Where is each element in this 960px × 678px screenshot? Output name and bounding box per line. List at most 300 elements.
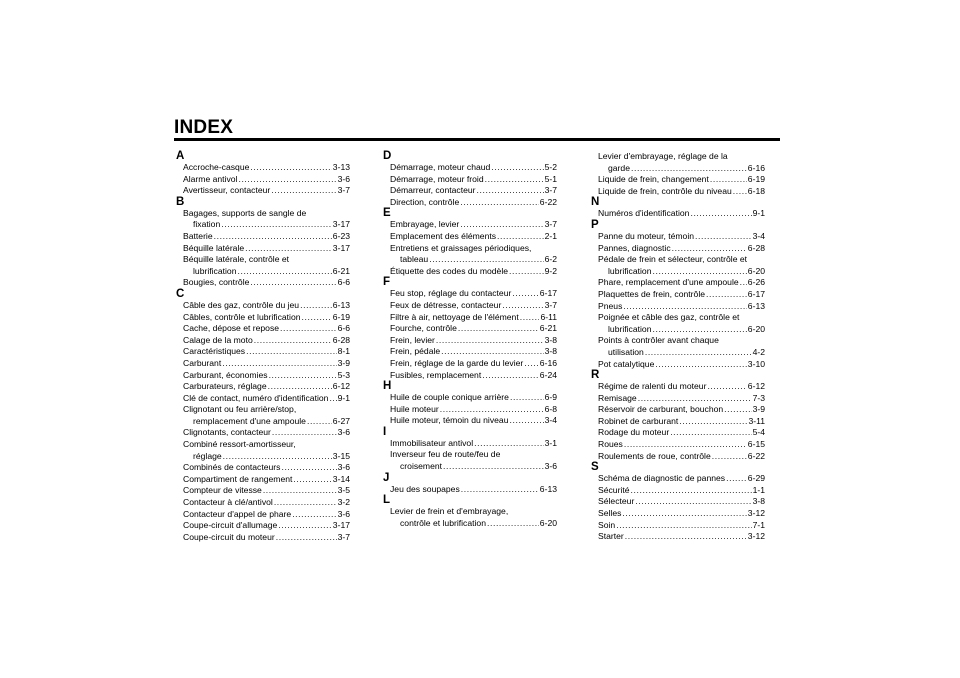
- index-entry: [176, 497, 350, 509]
- entry-text: Feu stop, réglage du contacteur: [390, 288, 512, 299]
- index-entry-heading: Bagages, supports de sangle de: [183, 207, 307, 218]
- index-entry: [591, 301, 765, 313]
- dot-leader: [679, 416, 747, 428]
- entry-page-number: 3-4: [752, 230, 765, 241]
- page-title: INDEX: [174, 117, 234, 138]
- entry-text: tableau: [400, 254, 429, 265]
- dot-leader: [625, 531, 747, 543]
- dot-leader: [436, 335, 544, 347]
- entry-page-number: 6-22: [747, 450, 765, 461]
- entry-page-number: 6-12: [747, 381, 765, 392]
- dot-leader: [631, 485, 752, 497]
- entry-page-number: 3-7: [337, 531, 350, 542]
- index-entry: [176, 370, 350, 382]
- index-entry: [383, 288, 557, 300]
- index-entry: [591, 381, 765, 393]
- entry-page-number: 3-2: [337, 497, 350, 508]
- entry-page-number: 6-12: [332, 381, 350, 392]
- index-entry: [383, 404, 557, 416]
- index-entry: [383, 254, 557, 266]
- entry-page-number: 9-1: [752, 208, 765, 219]
- entry-page-number: 3-11: [748, 415, 765, 426]
- entry-text: Plaquettes de frein, contrôle: [598, 288, 706, 299]
- dot-leader: [497, 231, 544, 243]
- dot-leader: [485, 174, 544, 186]
- entry-text: Clé de contact, numéro d'identification: [183, 392, 329, 403]
- entry-page-number: 5-2: [544, 162, 557, 172]
- entry-page-number: 6-28: [332, 334, 350, 345]
- index-entry: [591, 404, 765, 416]
- entry-page-number: 3-12: [747, 531, 765, 542]
- dot-leader: [509, 415, 543, 427]
- entry-text: Étiquette des codes du modèle: [390, 265, 509, 276]
- entry-text: Clignotants, contacteur: [183, 427, 271, 438]
- section-letter: N: [591, 196, 600, 209]
- index-entry: [591, 208, 765, 220]
- entry-text: Réservoir de carburant, bouchon: [598, 404, 724, 415]
- dot-leader: [512, 288, 538, 300]
- entry-page-number: 6-21: [539, 323, 557, 334]
- entry-text: Feux de détresse, contacteur: [390, 299, 502, 310]
- entry-text: Alarme antivol: [183, 173, 238, 184]
- dot-leader: [440, 404, 544, 416]
- index-entry: [383, 484, 557, 496]
- entry-text: Remisage: [598, 392, 637, 403]
- entry-text: Panne du moteur, témoin: [598, 230, 695, 241]
- dot-leader: [622, 508, 746, 520]
- index-entry: [383, 415, 557, 427]
- index-entry: [176, 509, 350, 521]
- dot-leader: [726, 473, 747, 485]
- index-entry: [591, 277, 765, 289]
- entry-page-number: 9-2: [544, 265, 557, 276]
- dot-leader: [477, 185, 544, 197]
- dot-leader: [502, 300, 543, 312]
- entry-text: Direction, contrôle: [390, 196, 460, 207]
- entry-page-number: 6-19: [747, 174, 765, 185]
- entry-page-number: 6-11: [540, 311, 557, 322]
- entry-text: Bougies, contrôle: [183, 277, 250, 288]
- dot-leader: [238, 174, 336, 186]
- dot-leader: [690, 208, 751, 220]
- dot-leader: [474, 438, 543, 450]
- entry-text: garde: [608, 162, 630, 173]
- index-entry: [176, 393, 350, 405]
- dot-leader: [652, 324, 746, 336]
- entry-page-number: 3-7: [544, 219, 557, 230]
- entry-page-number: 6-6: [337, 323, 350, 334]
- entry-page-number: 6-13: [332, 299, 350, 310]
- dot-leader: [268, 381, 332, 393]
- entry-page-number: 6-2: [544, 254, 557, 265]
- index-entry: [176, 312, 350, 324]
- dot-leader: [482, 370, 539, 382]
- index-entry: [591, 324, 765, 336]
- index-entry: [176, 358, 350, 370]
- dot-leader: [638, 393, 752, 405]
- entry-text: Liquide de frein, changement: [598, 174, 709, 185]
- dot-leader: [246, 346, 336, 358]
- section-letter: I: [383, 425, 387, 438]
- entry-text: Filtre à air, nettoyage de l'élément: [390, 311, 519, 322]
- dot-leader: [278, 520, 331, 532]
- index-entry: [383, 438, 557, 450]
- entry-text: Carburant: [183, 357, 222, 368]
- dot-leader: [460, 197, 539, 209]
- index-entry: [591, 520, 765, 532]
- index-column-1: [176, 151, 350, 543]
- entry-text: lubrification: [608, 323, 652, 334]
- dot-leader: [458, 323, 539, 335]
- section-letter: D: [383, 150, 392, 162]
- entry-text: fixation: [193, 219, 221, 230]
- index-entry: [176, 174, 350, 186]
- index-entry: [383, 323, 557, 335]
- entry-page-number: 6-20: [747, 323, 765, 334]
- dot-leader: [460, 219, 543, 231]
- dot-leader: [281, 462, 336, 474]
- entry-page-number: 6-6: [337, 277, 350, 288]
- entry-page-number: 6-20: [539, 517, 557, 528]
- entry-page-number: 3-6: [337, 427, 350, 438]
- index-entry-heading: Levier d'embrayage, réglage de la: [598, 151, 728, 161]
- index-entry: [591, 174, 765, 186]
- entry-page-number: 3-7: [544, 185, 557, 196]
- index-column-3: [591, 151, 765, 543]
- entry-page-number: 3-8: [544, 334, 557, 345]
- entry-page-number: 3-14: [332, 473, 350, 484]
- entry-page-number: 6-16: [539, 357, 557, 368]
- index-entry: [383, 197, 557, 209]
- index-entry: [383, 300, 557, 312]
- entry-text: Huile moteur, témoin du niveau: [390, 415, 509, 426]
- entry-page-number: 6-27: [332, 415, 350, 426]
- entry-page-number: 3-5: [337, 485, 350, 496]
- index-entry: [383, 266, 557, 278]
- index-entry: [176, 381, 350, 393]
- entry-page-number: 3-6: [337, 508, 350, 519]
- dot-leader: [329, 393, 336, 405]
- section-letter: H: [383, 380, 392, 393]
- entry-page-number: 4-2: [752, 346, 765, 357]
- section-letter: C: [176, 287, 185, 300]
- entry-text: Immobilisateur antivol: [390, 437, 474, 448]
- index-entry: [383, 174, 557, 186]
- index-column-2: [383, 151, 557, 529]
- entry-page-number: 3-7: [544, 299, 557, 310]
- section-letter: E: [383, 207, 391, 220]
- dot-leader: [269, 370, 337, 382]
- entry-page-number: 6-24: [539, 369, 557, 380]
- dot-leader: [245, 243, 332, 255]
- entry-page-number: 6-13: [539, 483, 557, 494]
- entry-page-number: 8-1: [337, 346, 350, 357]
- dot-leader: [710, 174, 747, 186]
- dot-leader: [222, 358, 336, 370]
- index-entry-heading: Clignotant ou feu arrière/stop,: [183, 404, 297, 415]
- entry-text: Pot catalytique: [598, 358, 655, 369]
- dot-leader: [510, 392, 544, 404]
- index-entry: [176, 416, 350, 428]
- dot-leader: [214, 231, 332, 243]
- entry-page-number: 3-13: [332, 162, 350, 172]
- entry-text: Câble des gaz, contrôle du jeu: [183, 299, 300, 310]
- entry-text: Phare, remplacement d'une ampoule: [598, 277, 739, 288]
- entry-page-number: 6-29: [747, 473, 765, 484]
- entry-text: Compteur de vitesse: [183, 485, 262, 496]
- entry-text: Batterie: [183, 230, 213, 241]
- entry-text: Frein, levier: [390, 334, 435, 345]
- index-entry: [383, 358, 557, 370]
- entry-text: Carburateurs, réglage: [183, 381, 267, 392]
- index-entry: [591, 508, 765, 520]
- entry-page-number: 3-17: [332, 242, 350, 253]
- section-letter: L: [383, 494, 391, 507]
- entry-text: Accroche-casque: [183, 162, 250, 172]
- entry-text: Compartiment de rangement: [183, 473, 293, 484]
- dot-leader: [307, 416, 332, 428]
- entry-text: Frein, réglage de la garde du levier: [390, 357, 524, 368]
- entry-text: Fusibles, remplacement: [390, 369, 482, 380]
- entry-text: Cache, dépose et repose: [183, 323, 280, 334]
- entry-page-number: 6-23: [332, 230, 350, 241]
- index-entry: [591, 243, 765, 255]
- section-letter: B: [176, 195, 185, 208]
- entry-text: remplacement d'une ampoule: [193, 415, 306, 426]
- entry-text: Selles: [598, 508, 622, 519]
- index-entry: [591, 496, 765, 508]
- index-entry: [176, 266, 350, 278]
- entry-text: Roulements de roue, contrôle: [598, 450, 711, 461]
- entry-page-number: 6-17: [747, 288, 765, 299]
- index-entry: [176, 346, 350, 358]
- section-letter: S: [591, 461, 599, 474]
- index-entry-heading: Points à contrôler avant chaque: [598, 335, 719, 346]
- index-entry-heading: Pédale de frein et sélecteur, contrôle et: [598, 254, 748, 265]
- index-entry: [383, 185, 557, 197]
- index-entry: [383, 461, 557, 473]
- entry-page-number: 6-15: [747, 439, 765, 450]
- entry-page-number: 6-22: [539, 196, 557, 207]
- dot-leader: [635, 496, 751, 508]
- entry-page-number: 3-17: [332, 520, 350, 531]
- dot-leader: [672, 243, 747, 255]
- index-entry: [591, 531, 765, 543]
- entry-page-number: 7-1: [752, 519, 765, 530]
- dot-leader: [740, 277, 747, 289]
- entry-page-number: 3-4: [544, 415, 557, 426]
- entry-page-number: 3-6: [544, 461, 557, 472]
- entry-text: contrôle et lubrification: [400, 517, 486, 528]
- index-entry-heading: Poignée et câble des gaz, contrôle et: [598, 312, 740, 323]
- entry-text: Frein, pédale: [390, 346, 441, 357]
- entry-page-number: 6-26: [747, 277, 765, 288]
- index-entry: [383, 335, 557, 347]
- section-letter: R: [591, 369, 600, 382]
- entry-page-number: 5-4: [752, 427, 765, 438]
- dot-leader: [250, 162, 331, 174]
- index-entry: [383, 312, 557, 324]
- entry-text: Coupe-circuit du moteur: [183, 531, 275, 542]
- entry-text: Fourche, contrôle: [390, 323, 457, 334]
- entry-page-number: 6-9: [544, 392, 557, 403]
- dot-leader: [645, 347, 752, 359]
- dot-leader: [724, 404, 751, 416]
- dot-leader: [293, 474, 331, 486]
- dot-leader: [223, 451, 332, 463]
- entry-page-number: 5-3: [337, 369, 350, 380]
- dot-leader: [292, 509, 336, 521]
- entry-page-number: 9-1: [337, 392, 350, 403]
- index-entry: [176, 532, 350, 544]
- index-entry: [383, 518, 557, 530]
- entry-text: Jeu des soupapes: [390, 483, 460, 494]
- entry-text: croisement: [400, 461, 443, 472]
- dot-leader: [280, 323, 337, 335]
- index-entry: [176, 185, 350, 197]
- index-entry: [591, 231, 765, 243]
- entry-page-number: 3-9: [337, 357, 350, 368]
- dot-leader: [443, 461, 544, 473]
- entry-text: Démarrage, moteur froid: [390, 173, 484, 184]
- index-entry-heading: Inverseur feu de route/feu de: [390, 449, 501, 460]
- entry-page-number: 3-9: [752, 404, 765, 415]
- entry-page-number: 3-15: [332, 450, 350, 461]
- entry-text: réglage: [193, 450, 222, 461]
- entry-text: Contacteur d'appel de phare: [183, 508, 292, 519]
- entry-text: Démarrage, moteur chaud: [390, 162, 491, 172]
- dot-leader: [302, 312, 332, 324]
- index-entry: [176, 323, 350, 335]
- dot-leader: [491, 162, 543, 174]
- index-entry: [176, 335, 350, 347]
- entry-page-number: 1-1: [752, 484, 765, 495]
- index-entry: [176, 243, 350, 255]
- index-entry: [383, 346, 557, 358]
- entry-page-number: 6-16: [747, 162, 765, 173]
- dot-leader: [695, 231, 752, 243]
- dot-leader: [250, 277, 336, 289]
- entry-page-number: 2-1: [544, 230, 557, 241]
- entry-text: utilisation: [608, 346, 644, 357]
- dot-leader: [524, 358, 539, 370]
- entry-text: Soin: [598, 519, 616, 530]
- index-entry: [176, 231, 350, 243]
- entry-page-number: 3-17: [332, 219, 350, 230]
- index-entry: [176, 219, 350, 231]
- entry-page-number: 3-8: [544, 346, 557, 357]
- entry-page-number: 6-17: [539, 288, 557, 299]
- section-letter: J: [383, 471, 390, 484]
- index-entry: [176, 427, 350, 439]
- entry-text: Carburant, économies: [183, 369, 268, 380]
- index-entry: [591, 427, 765, 439]
- entry-text: lubrification: [608, 265, 652, 276]
- dot-leader: [733, 186, 747, 198]
- dot-leader: [707, 381, 746, 393]
- entry-text: Démarreur, contacteur: [390, 185, 476, 196]
- index-entry: [176, 162, 350, 174]
- entry-page-number: 3-6: [337, 173, 350, 184]
- dot-leader: [254, 335, 332, 347]
- title-rule: [174, 138, 780, 141]
- index-entry: [176, 451, 350, 463]
- index-entry: [383, 370, 557, 382]
- entry-text: Huile moteur: [390, 403, 439, 414]
- entry-page-number: 6-13: [747, 300, 765, 311]
- dot-leader: [712, 451, 747, 463]
- entry-page-number: 3-8: [752, 496, 765, 507]
- entry-text: Emplacement des éléments: [390, 230, 497, 241]
- dot-leader: [631, 163, 747, 175]
- entry-text: Régime de ralenti du moteur: [598, 381, 707, 392]
- entry-text: Roues: [598, 439, 623, 450]
- dot-leader: [300, 300, 332, 312]
- index-entry: [176, 277, 350, 289]
- index-entry: [176, 300, 350, 312]
- index-entry: [591, 289, 765, 301]
- dot-leader: [624, 439, 747, 451]
- index-entry: [383, 231, 557, 243]
- entry-text: Pneus: [598, 300, 623, 311]
- index-entry: [383, 219, 557, 231]
- entry-text: Sécurité: [598, 484, 630, 495]
- dot-leader: [670, 427, 751, 439]
- dot-leader: [655, 359, 746, 371]
- index-entry: [591, 163, 765, 175]
- index-entry: [176, 462, 350, 474]
- dot-leader: [221, 219, 332, 231]
- dot-leader: [441, 346, 543, 358]
- dot-leader: [616, 520, 751, 532]
- entry-text: Rodage du moteur: [598, 427, 670, 438]
- index-entry: [591, 347, 765, 359]
- entry-page-number: 3-10: [747, 358, 765, 369]
- index-entry: [591, 393, 765, 405]
- entry-text: Starter: [598, 531, 624, 542]
- entry-page-number: 3-12: [747, 508, 765, 519]
- entry-text: Schéma de diagnostic de pannes: [598, 473, 726, 484]
- entry-text: Béquille latérale: [183, 242, 245, 253]
- index-entry: [176, 520, 350, 532]
- entry-page-number: 6-21: [332, 265, 350, 276]
- entry-text: Coupe-circuit d'allumage: [183, 520, 278, 531]
- dot-leader: [237, 266, 331, 278]
- index-entry: [591, 266, 765, 278]
- dot-leader: [276, 532, 337, 544]
- entry-page-number: 5-1: [544, 173, 557, 184]
- dot-leader: [623, 301, 746, 313]
- entry-page-number: 6-20: [747, 265, 765, 276]
- index-entry: [591, 473, 765, 485]
- entry-page-number: 3-7: [337, 185, 350, 196]
- dot-leader: [520, 312, 540, 324]
- dot-leader: [272, 427, 337, 439]
- index-entry: [176, 474, 350, 486]
- entry-text: Pannes, diagnostic: [598, 242, 671, 253]
- index-entry: [383, 392, 557, 404]
- entry-page-number: 6-18: [747, 185, 765, 196]
- entry-text: Numéros d'identification: [598, 208, 690, 219]
- section-letter: F: [383, 276, 391, 289]
- entry-text: Liquide de frein, contrôle du niveau: [598, 185, 732, 196]
- dot-leader: [461, 484, 539, 496]
- index-entry: [591, 439, 765, 451]
- entry-page-number: 3-1: [544, 437, 557, 448]
- entry-text: lubrification: [193, 265, 237, 276]
- entry-page-number: 6-8: [544, 403, 557, 414]
- dot-leader: [706, 289, 747, 301]
